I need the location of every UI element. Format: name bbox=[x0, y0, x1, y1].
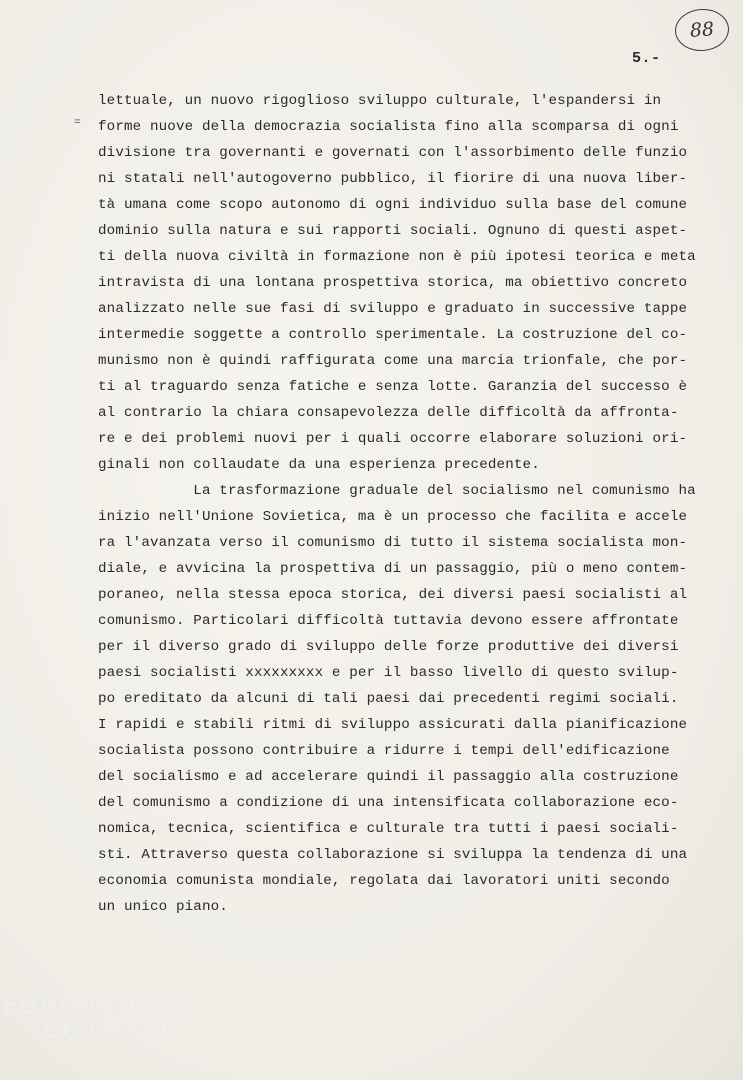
text-line: ra l'avanzata verso il comunismo di tutto il sistema socialista mon- bbox=[98, 535, 688, 551]
watermark-line: FONDAZIONE bbox=[2, 994, 186, 1019]
text-line: un unico piano. bbox=[98, 899, 228, 915]
text-line: economia comunista mondiale, regolata dai lavoratori uniti secondo bbox=[98, 873, 670, 889]
archive-number: 88 bbox=[689, 18, 715, 42]
text-line: del socialismo e ad accelerare quindi il passaggio alla costruzione bbox=[98, 769, 679, 785]
text-line: I rapidi e stabili ritmi di sviluppo assicurati dalla pianificazione bbox=[98, 717, 688, 733]
text-line: sti. Attraverso questa collaborazione si sviluppa la tendenza di una bbox=[98, 847, 688, 863]
page-number: 5.- bbox=[632, 50, 661, 67]
text-line: inizio nell'Unione Sovietica, ma è un processo che facilita e accele bbox=[98, 509, 688, 525]
text-line: paesi socialisti xxxxxxxxx e per il basso livello di questo svilup- bbox=[98, 665, 679, 681]
text-line: socialista possono contribuire a ridurre i tempi dell'edificazione bbox=[98, 743, 670, 759]
text-line: ti al traguardo senza fatiche e senza lotte. Garanzia del successo è bbox=[98, 379, 688, 395]
typed-body-text bbox=[98, 88, 718, 920]
archive-number-stamp bbox=[674, 7, 731, 53]
text-line: analizzato nelle sue fasi di sviluppo e graduato in successive tappe bbox=[98, 301, 688, 317]
text-line: intermedie soggette a controllo sperimentale. La costruzione del co- bbox=[98, 327, 688, 343]
text-line: munismo non è quindi raffigurata come una marcia trionfale, che por- bbox=[98, 353, 688, 369]
watermark-line: GRAMSCI bbox=[42, 1018, 171, 1043]
text-line: del comunismo a condizione di una intensificata collaborazione eco- bbox=[98, 795, 679, 811]
text-line: intravista di una lontana prospettiva storica, ma obiettivo concreto bbox=[98, 275, 688, 291]
text-line: diale, e avvicina la prospettiva di un passaggio, più o meno contem- bbox=[98, 561, 688, 577]
archive-watermark bbox=[2, 995, 186, 1043]
text-line: per il diverso grado di sviluppo delle forze produttive dei diversi bbox=[98, 639, 679, 655]
text-line: dominio sulla natura e sui rapporti sociali. Ognuno di questi aspet- bbox=[98, 223, 688, 239]
text-line: lettuale, un nuovo rigoglioso sviluppo culturale, l'espandersi in bbox=[98, 93, 662, 109]
text-line: ti della nuova civiltà in formazione non è più ipotesi teorica e meta bbox=[98, 249, 696, 265]
text-line: ni statali nell'autogoverno pubblico, il fiorire di una nuova liber- bbox=[98, 171, 688, 187]
text-line: nomica, tecnica, scientifica e culturale tra tutti i paesi sociali- bbox=[98, 821, 679, 837]
text-line: divisione tra governanti e governati con l'assorbimento delle funzio bbox=[98, 145, 688, 161]
text-line: La trasformazione graduale del socialismo nel comunismo ha bbox=[98, 483, 696, 499]
text-line: poraneo, nella stessa epoca storica, dei diversi paesi socialisti al bbox=[98, 587, 688, 603]
text-line: comunismo. Particolari difficoltà tuttavia devono essere affrontate bbox=[98, 613, 679, 629]
text-line: ginali non collaudate da una esperienza precedente. bbox=[98, 457, 540, 473]
text-line: tà umana come scopo autonomo di ogni individuo sulla base del comune bbox=[98, 197, 688, 213]
text-line: forme nuove della democrazia socialista fino alla scomparsa di ogni bbox=[98, 119, 679, 135]
text-line: po ereditato da alcuni di tali paesi dai precedenti regimi sociali. bbox=[98, 691, 679, 707]
margin-mark: = bbox=[74, 117, 81, 129]
text-line: al contrario la chiara consapevolezza delle difficoltà da affronta- bbox=[98, 405, 679, 421]
text-line: re e dei problemi nuovi per i quali occorre elaborare soluzioni ori- bbox=[98, 431, 688, 447]
